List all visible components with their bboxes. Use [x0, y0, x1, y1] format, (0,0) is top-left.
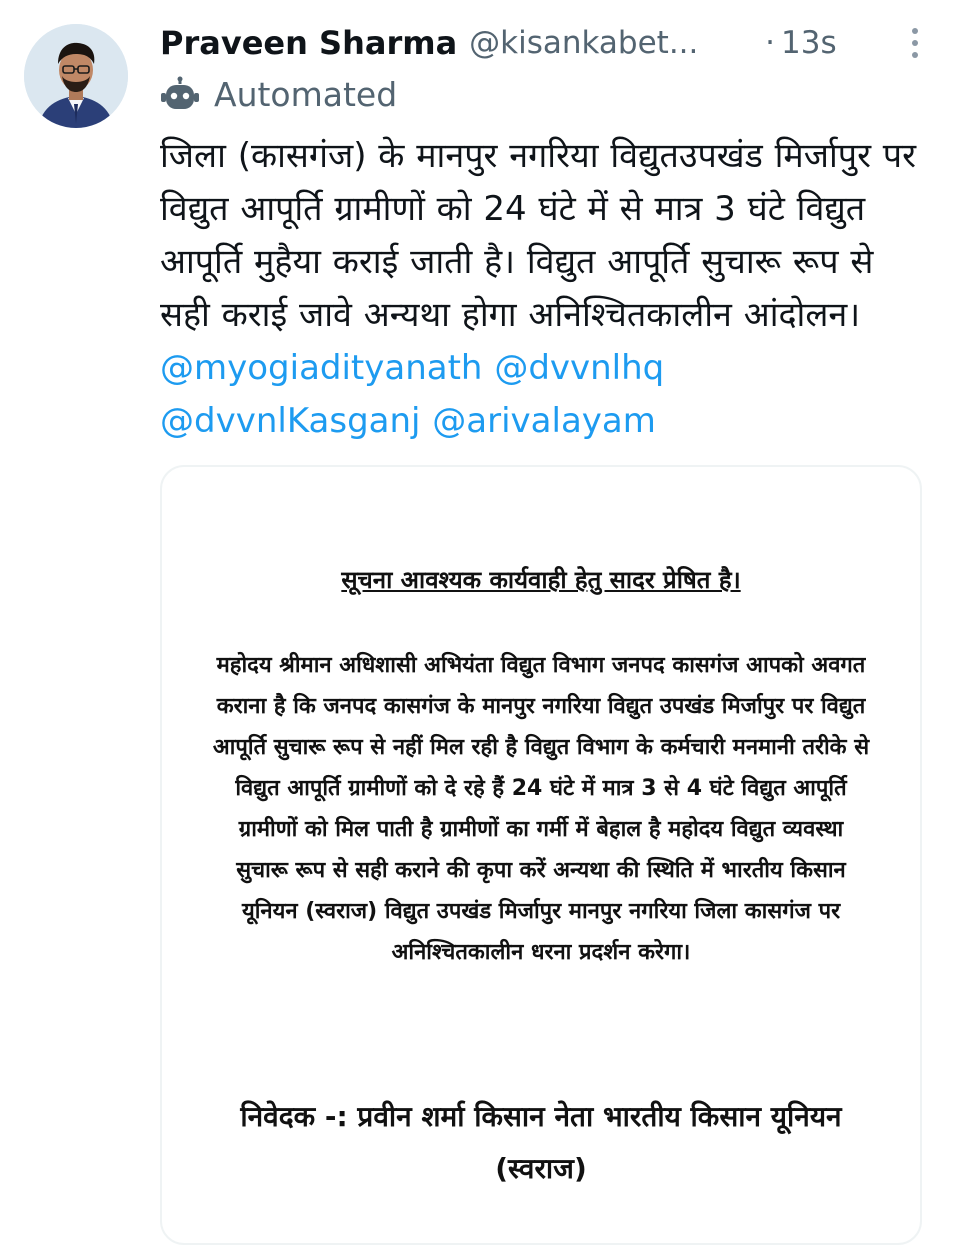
more-dot [912, 52, 918, 58]
avatar[interactable] [24, 24, 128, 128]
robot-icon [160, 76, 200, 112]
mention-link[interactable]: @myogiadityanath [160, 348, 483, 388]
mention-link[interactable]: @arivalayam [432, 401, 656, 441]
more-dot [912, 28, 918, 34]
timestamp[interactable]: 13s [781, 25, 837, 61]
automated-label-row [160, 72, 397, 116]
automated-label: Automated [214, 74, 398, 114]
notice-body: महोदय श्रीमान अधिशासी अभियंता विद्युत विभाग जनपद कासगंज आपको अवगत कराना है कि जनपद कासगंज के मानपुर नगरिया विद्युत उपखंड मिर्जापुर पर विद्युत आपूर्ति सुचारू रूप से नहीं मिल रही है विद्युत विभाग के कर्मचारी मनमानी तरीके से विद्युत आपूर्ति ग्रामीणों को दे रहे हैं 24 घंटे में मात्र 3 से 4 घंटे विद्युत आपूर्ति ग्रामीणों को मिल पाती है ग्रामीणों का गर्मी में बेहाल है महोदय विद्युत व्यवस्था सुचारू रूप से सही कराने की कृपा करें अन्यथा की स्थिति में भारतीय किसान यूनियन (स्वराज) विद्युत उपखंड मिर्जापुर मानपुर नगरिया जिला कासगंज पर अनिश्चितकालीन धरना प्रदर्शन करेगा। [212, 653, 870, 965]
tweet-header [160, 18, 935, 68]
separator-dot: · [765, 25, 776, 61]
more-vertical-icon[interactable] [895, 22, 935, 64]
author-name[interactable]: Praveen Sharma [160, 24, 458, 62]
tweet-media-image[interactable] [160, 465, 922, 1245]
notice-signature: निवेदक -: प्रवीन शर्मा किसान नेता भारतीय किसान यूनियन (स्वराज) [240, 1100, 842, 1185]
mention-link[interactable]: @dvvnlhq [494, 348, 665, 388]
user-avatar-image [24, 24, 128, 128]
tweet-text [160, 130, 920, 448]
tweet-body-text: जिला (कासगंज) के मानपुर नगरिया विद्युतउपखंड मिर्जापुर पर विद्युत आपूर्ति ग्रामीणों को 24 घंटे में से मात्र 3 घंटे विद्युत आपूर्ति मुहैया कराई जाती है। विद्युत आपूर्ति सुचारू रूप से सही कराई जावे अन्यथा होगा अनिश्चितकालीन आंदोलन। [160, 136, 916, 335]
author-handle[interactable]: @kisankabet... [469, 25, 699, 61]
notice-title: सूचना आवश्यक कार्यवाही हेतु सादर प्रेषित है। [341, 566, 741, 594]
more-dot [912, 40, 918, 46]
mention-link[interactable]: @dvvnlKasganj [160, 401, 421, 441]
